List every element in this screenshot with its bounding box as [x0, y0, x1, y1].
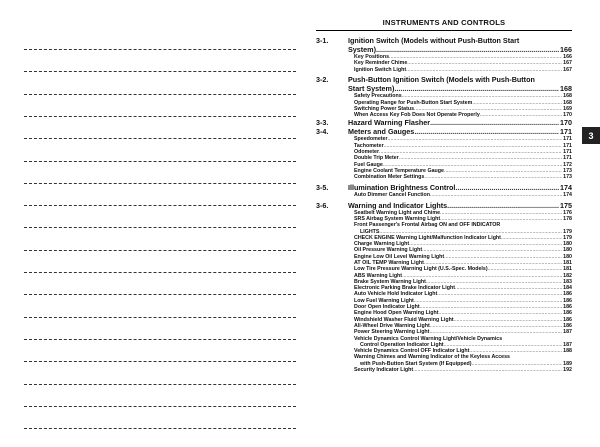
- toc-item-cont[interactable]: LIGHTS ..... 179: [360, 229, 572, 235]
- note-line: [24, 116, 296, 117]
- toc-item[interactable]: Security Indicator Light ..... 192: [354, 367, 572, 373]
- toc-section-3-5[interactable]: [316, 183, 572, 192]
- toc-item[interactable]: Low Fuel Warning Light ..... 186: [354, 298, 572, 304]
- toc-item[interactable]: Oil Pressure Warning Light ..... 180: [354, 247, 572, 253]
- toc-item[interactable]: Key Reminder Chime ..... 167: [354, 60, 572, 66]
- toc-item[interactable]: Operating Range for Push-Button Start System ..... 168: [354, 100, 572, 106]
- toc-item-multiline[interactable]: Vehicle Dynamics Control Warning Light/Vehicle Dynamics: [354, 335, 503, 342]
- toc-item[interactable]: All-Wheel Drive Warning Light ..... 186: [354, 323, 572, 329]
- section-number: 3-1.: [316, 36, 329, 45]
- toc-item[interactable]: Auto Dimmer Cancel Function ..... 174: [354, 192, 572, 198]
- header-rule: [316, 30, 572, 31]
- toc-item[interactable]: AT OIL TEMP Warning Light ..... 181: [354, 260, 572, 266]
- toc-item[interactable]: Key Positions ..... 166: [354, 54, 572, 60]
- toc-item[interactable]: Odometer ..... 171: [354, 149, 572, 155]
- toc-item[interactable]: ABS Warning Light ..... 182: [354, 273, 572, 279]
- toc-item[interactable]: Engine Hood Open Warning Light ..... 186: [354, 310, 572, 316]
- toc-item[interactable]: Fuel Gauge ..... 172: [354, 162, 572, 168]
- toc-item[interactable]: Windshield Washer Fluid Warning Light ..... 186: [354, 317, 572, 323]
- toc-section-3-2[interactable]: [316, 75, 572, 84]
- note-line: [24, 250, 296, 251]
- toc-item[interactable]: CHECK ENGINE Warning Light/Malfunction Indicator Light ..... 179: [354, 235, 572, 241]
- note-line: [24, 94, 296, 95]
- section-number: 3-2.: [316, 75, 329, 85]
- note-line: [24, 161, 296, 162]
- note-line: [24, 272, 296, 273]
- section-title: Hazard Warning Flasher: [348, 118, 431, 128]
- note-line: [24, 205, 296, 206]
- note-line: [24, 138, 296, 139]
- note-line: [24, 49, 296, 50]
- toc-item-multiline[interactable]: Front Passenger's Frontal Airbag ON and OFF INDICATOR: [354, 222, 501, 229]
- note-line: [24, 361, 296, 362]
- toc-item[interactable]: Electronic Parking Brake Indicator Light ..... 184: [354, 285, 572, 291]
- section-number: 3-6.: [316, 200, 329, 210]
- table-of-contents: [316, 36, 572, 373]
- toc-item[interactable]: Switching Power Status ..... 169: [354, 106, 572, 112]
- note-line: [24, 294, 296, 295]
- toc-item[interactable]: Safety Precautions ..... 168: [354, 93, 572, 99]
- toc-item[interactable]: When Access Key Fob Does Not Operate Properly ..... 170: [354, 112, 572, 118]
- toc-item[interactable]: Tachometer ..... 171: [354, 143, 572, 149]
- toc-item[interactable]: Charge Warning Light ..... 180: [354, 241, 572, 247]
- toc-item-cont[interactable]: with Push-Button Start System (If Equipped) ..... 189: [360, 361, 572, 367]
- toc-item[interactable]: Seatbelt Warning Light and Chime ..... 176: [354, 210, 572, 216]
- note-line: [24, 428, 296, 429]
- toc-section-3-1[interactable]: [316, 36, 572, 45]
- toc-section-3-1-cont[interactable]: [316, 45, 572, 54]
- section-page: 166: [560, 45, 572, 54]
- toc-item[interactable]: Combination Meter Settings ..... 173: [354, 174, 572, 180]
- toc-section-3-4[interactable]: [316, 127, 572, 136]
- toc-item[interactable]: SRS Airbag System Warning Light ..... 178: [354, 216, 572, 222]
- toc-item[interactable]: Auto Vehicle Hold Indicator Light ..... 186: [354, 291, 572, 297]
- toc-section-3-6[interactable]: [316, 201, 572, 210]
- toc-section-3-3[interactable]: [316, 118, 572, 127]
- toc-item[interactable]: Double Trip Meter ..... 171: [354, 155, 572, 161]
- section-title: Meters and Gauges: [348, 127, 415, 137]
- toc-item[interactable]: Ignition Switch Light ..... 167: [354, 67, 572, 73]
- note-line: [24, 384, 296, 385]
- section-number: 3-4.: [316, 127, 329, 137]
- toc-item[interactable]: Speedometer ..... 171: [354, 136, 572, 142]
- toc-item[interactable]: Engine Coolant Temperature Gauge ..... 173: [354, 168, 572, 174]
- section-title: Push-Button Ignition Switch (Models with Push-Button: [348, 75, 535, 85]
- section-title: Ignition Switch (Models without Push-Button Start: [348, 36, 520, 45]
- toc-item[interactable]: Low Tire Pressure Warning Light (U.S.-Spec. Models) ..... 181: [354, 266, 572, 272]
- toc-item[interactable]: Power Steering Warning Light ..... 187: [354, 329, 572, 335]
- section-page: 174: [560, 182, 572, 192]
- note-line: [24, 317, 296, 318]
- section-page: 171: [560, 127, 572, 137]
- note-line: [24, 227, 296, 228]
- section-number: 3-3.: [316, 118, 329, 128]
- toc-item[interactable]: Brake System Warning Light ..... 183: [354, 279, 572, 285]
- note-line: [24, 71, 296, 72]
- toc-item-cont[interactable]: Control Operation Indicator Light ..... 187: [360, 342, 572, 348]
- page-header-title: INSTRUMENTS AND CONTROLS: [382, 18, 506, 27]
- toc-item[interactable]: Engine Low Oil Level Warning Light ..... 180: [354, 254, 572, 260]
- toc-item[interactable]: Vehicle Dynamics Control OFF Indicator Light ..... 188: [354, 348, 572, 354]
- section-page: 175: [560, 200, 572, 210]
- toc-section-3-2-cont[interactable]: [316, 84, 572, 93]
- section-title-cont: System): [348, 45, 376, 54]
- section-title-cont: Start System): [348, 84, 395, 94]
- note-line: [24, 183, 296, 184]
- note-line: [24, 406, 296, 407]
- section-title: Warning and Indicator Lights: [348, 200, 448, 210]
- chapter-tab-badge: 3: [582, 127, 600, 144]
- toc-item-multiline[interactable]: Warning Chimes and Warning Indicator of the Keyless Access: [354, 354, 510, 361]
- section-page: 168: [560, 84, 572, 94]
- section-page: 170: [560, 118, 572, 128]
- section-title: Illumination Brightness Control: [348, 182, 456, 192]
- section-number: 3-5.: [316, 182, 329, 192]
- toc-item[interactable]: Door Open Indicator Light ..... 186: [354, 304, 572, 310]
- note-line: [24, 339, 296, 340]
